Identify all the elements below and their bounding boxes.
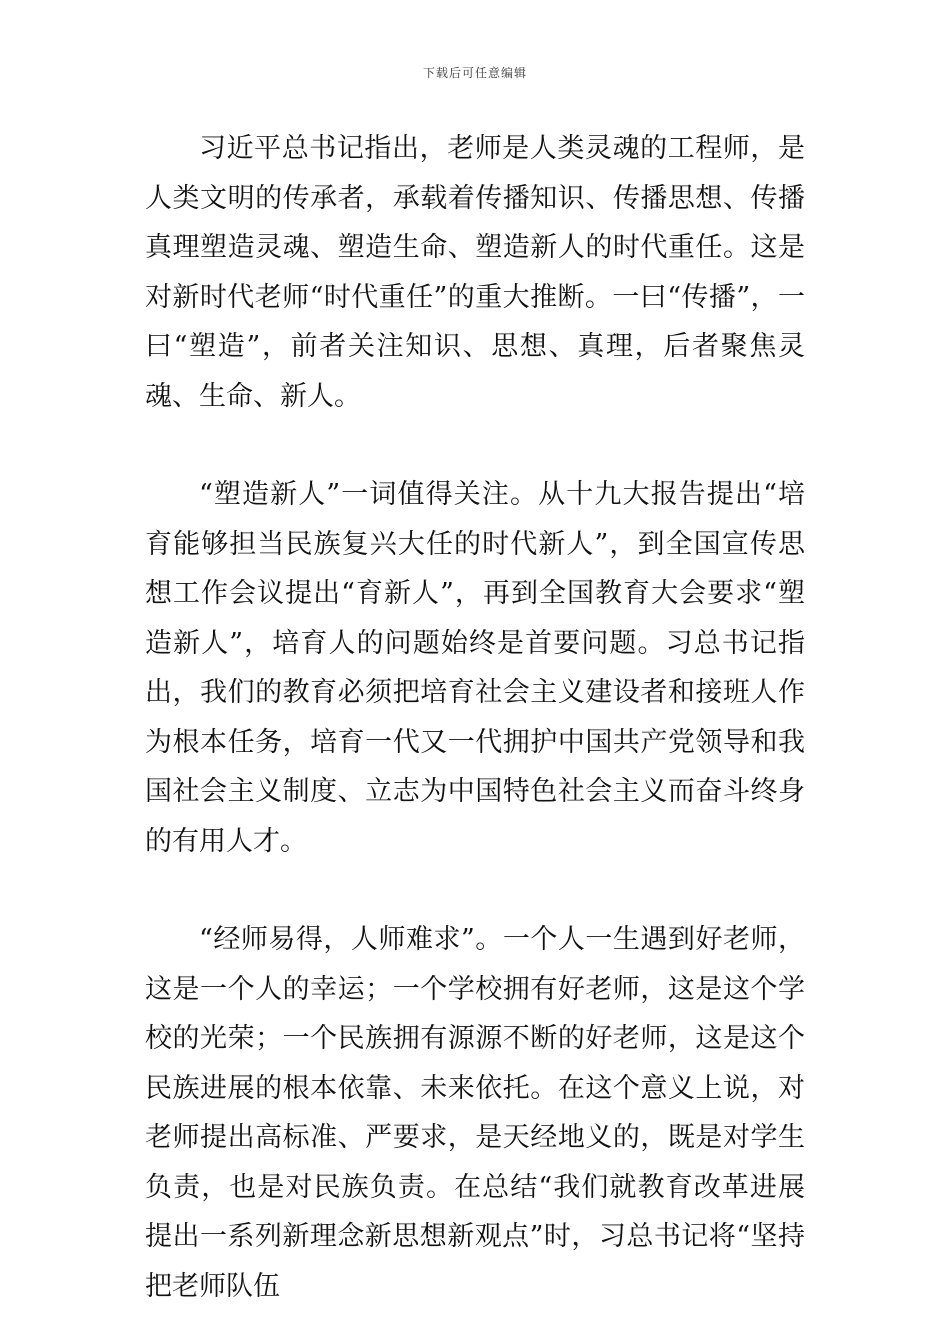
header-note: 下载后可任意编辑	[422, 66, 527, 80]
paragraph-2: “塑造新人”一词值得关注。从十九大报告提出“培育能够担当民族复兴大任的时代新人”，到全国宣传思想工作会议提出“育新人”，再到全国教育大会要求“塑造新人”，培育人的问题始终是首要问题。习总书记指出，我们的教育必须把培育社会主义建设者和接班人作为根本任务，培育一代又一代拥护中国共产党领导和我国社会主义制度、立志为中国特色社会主义而奋斗终身的有用人才。	[145, 479, 805, 857]
paragraph-1: 习近平总书记指出，老师是人类灵魂的工程师，是人类文明的传承者，承载着传播知识、传播思想、传播真理塑造灵魂、塑造生命、塑造新人的时代重任。这是对新时代老师“时代重任”的重大推断。一曰“传播”，一曰“塑造”，前者关注知识、思想、真理，后者聚焦灵魂、生命、新人。	[145, 133, 805, 412]
document-body	[145, 124, 805, 1311]
paragraph-3: “经师易得，人师难求”。一个人一生遇到好老师，这是一个人的幸运；一个学校拥有好老师，这是这个学校的光荣；一个民族拥有源源不断的好老师，这是这个民族进展的根本依靠、未来依托。在这个意义上说，对老师提出高标准、严要求，是天经地义的，既是对学生负责，也是对民族负责。在总结“我们就教育改革进展提出一系列新理念新思想新观点”时，习总书记将“坚持把老师队伍	[145, 924, 805, 1302]
